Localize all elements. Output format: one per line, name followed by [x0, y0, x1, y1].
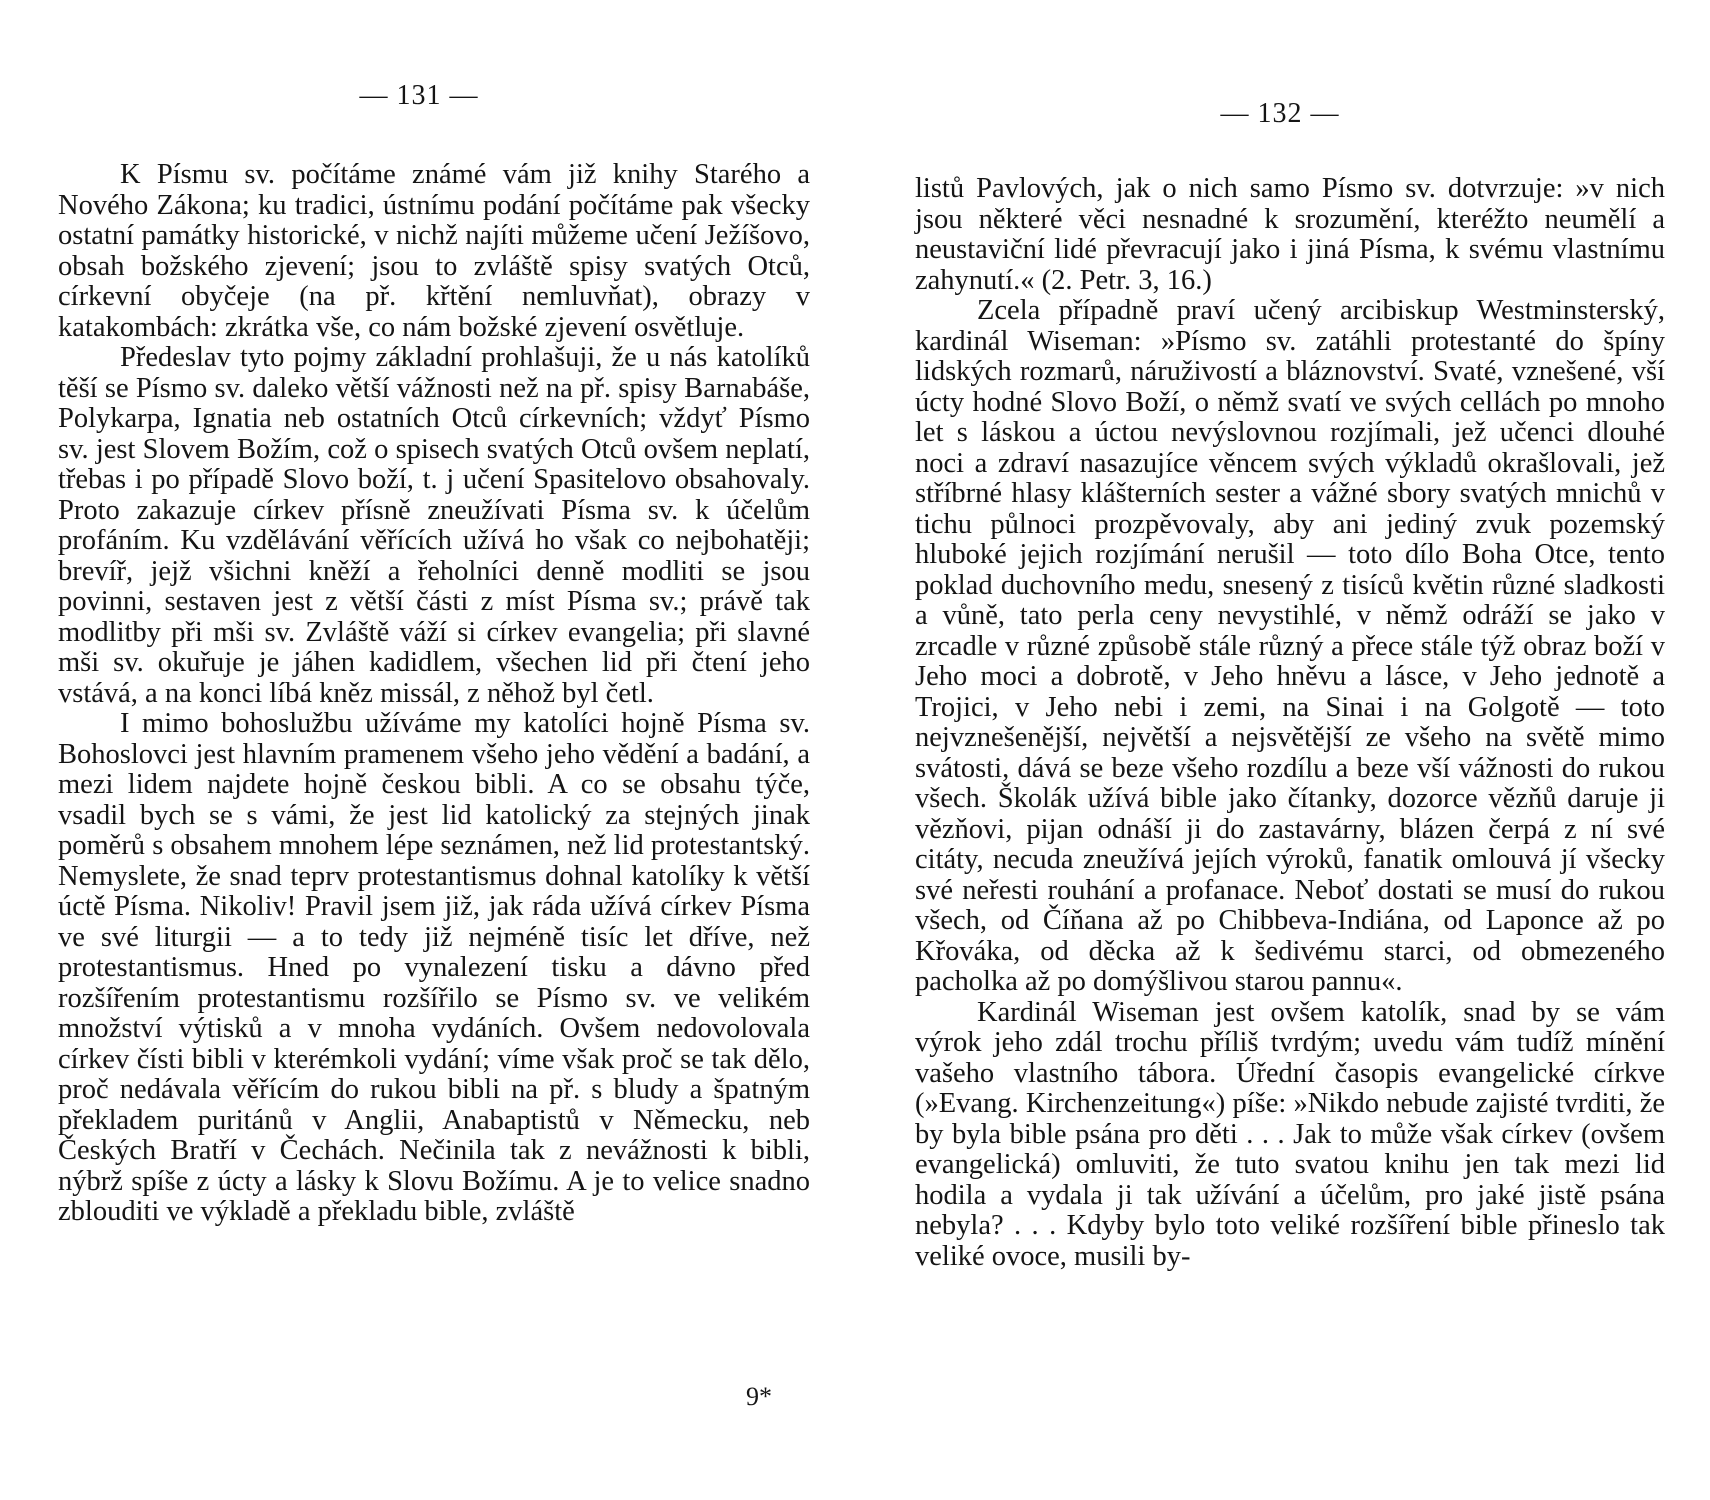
paragraph: I mimo bohoslužbu užíváme my katolíci hojně Písma sv. Bohoslovci jest hlavním pramenem všeho jeho vědění a badání, a mezi lidem najdete hojně českou bibli. A co se obsahu týče, vsadil bych se s vámi, že jest lid katolický za stejných jinak poměrů s obsahem mnohem lépe seznámen, než lid protestantský. Nemyslete, že snad teprv protestantismus dohnal katolíky k větší úctě Písma. Nikoliv! Pravil jsem již, jak ráda užívá církev Písma ve své liturgii — a to tedy již nejméně tisíc let dříve, než protestantismus. Hned po vynalezení tisku a dávno před rozšířením protestantismu rozšířilo se Písmo sv. ve velikém množství výtisků a v mnoha vydáních. Ovšem nedovolovala církev čísti bibli v kterémkoli vydání; víme však proč se tak dělo, proč nedávala věřícím do rukou bibli na př. s bludy a špatným překladem puritánů v Anglii, Anabaptistů v Německu, neb Českých Bratří v Čechách. Nečinila tak z nevážnosti k bibli, nýbrž spíše z úcty a lásky k Slovu Božímu. A je to velice snadno zblouditi ve výkladě a překladu bible, zvláště — [58, 708, 810, 1227]
paragraph: K Písmu sv. počítáme známé vám již knihy Starého a Nového Zákona; ku tradici, ústnímu podání počítáme pak všecky ostatní památky historické, v nichž najíti můžeme učení Ježíšovo, obsah božského zjevení; jsou to zvláště spisy svatých Otců, církevní obyčeje (na př. křtění nemluvňat), obrazy v katakombách: zkrátka vše, co nám božské zjevení osvětluje. — [58, 159, 810, 343]
page-number: — 132 — — [1220, 98, 1340, 129]
right-page — [915, 0, 1665, 1500]
signature-mark: 9* — [746, 1382, 772, 1411]
paragraph: Předeslav tyto pojmy základní prohlašuji, že u nás katolíků těší se Písmo sv. daleko větší vážnosti než na př. spisy Barnabáše, Polykarpa, Ignatia neb ostatních Otců církevních; vždyť Písmo sv. jest Slovem Božím, což o spisech svatých Otců ovšem neplatí, třebas i po případě Slovo boží, t. j učení Spasitelovo obsahovaly. Proto zakazuje církev přísně zneužívati Písma sv. k účelům profáním. Ku vzdělávání věřících užívá ho však co nejbohatěji; brevíř, jejž všichni kněží a řeholníci denně modliti se jsou povinni, sestaven jest z větší části z míst Písma sv.; právě tak modlitby při mši sv. Zvláště váží si církev evangelia; při slavné mši sv. okuřuje je jáhen kadidlem, všechen lid při čtení jeho vstává, a na konci líbá kněz missál, z něhož byl četl. — [58, 342, 810, 709]
body-text — [915, 174, 1665, 1272]
body-text — [58, 160, 810, 1228]
paragraph: Zcela případně praví učený arcibiskup Westminsterský, kardinál Wiseman: »Písmo sv. zatáhli protestanté do špíny lidských rozmarů, náruživostí a bláznovství. Svaté, vznešené, vší úcty hodné Slovo Boží, o němž svatí ve svých cellách po mnoho let s láskou a úctou nevýslovnou rozjímali, jež učenci dlouhé noci a zdraví nasazujíce věncem svých výkladů okrašlovali, jež stříbrné hlasy klášterních sester a vážné sbory svatých mnichů v tichu půlnoci prozpěvovaly, aby ani jediný zvuk pozemský hluboké jejich rozjímání nerušil — toto dílo Boha Otce, tento poklad duchovního medu, snesený z tisíců květin různé sladkosti a vůně, tato perla ceny nevystihlé, v němž odráží se jako v zrcadle v různé způsobě stále různý a přece stále týž obraz boží v Jeho moci a dobrotě, v Jeho hněvu a lásce, v Jeho jednotě a Trojici, v Jeho nebi i zemi, na Sinai i na Golgotě — toto nejvznešenější, největší a nejsvětější ze všeho na světě mimo svátosti, dává se beze všeho rozdílu a beze vší vážnosti do rukou všech. Školák užívá bible jako čítanky, dozorce vězňů daruje ji vězňovi, pijan odnáší ji do zastavárny, blázen čerpá z ní své citáty, necuda zneužívá jejích výroků, fanatik omlouvá jí všecky své neřesti rouhání a profanace. Neboť dostati se musí do rukou všech, od Číňana až po Chibbeva-Indiána, od Laponce až po Křováka, od děcka až k šedivému starci, od obmezeného pacholka až po domýšlivou starou pannu«. — [915, 295, 1665, 997]
paragraph: listů Pavlových, jak o nich samo Písmo sv. dotvrzuje: »v nich jsou některé věci nesnadné k srozumění, kteréžto neumělí a neustaviční lidé převracují jako i jiná Písma, k svému vlastnímu zahynutí.« (2. Petr. 3, 16.) — [915, 173, 1665, 296]
paragraph: Kardinál Wiseman jest ovšem katolík, snad by se vám výrok jeho zdál trochu příliš tvrdým; uvedu vám tudíž mínění vašeho vlastního tábora. Úřední časopis evangelické církve (»Evang. Kirchenzeitung«) píše: »Nikdo nebude zajisté tvrditi, že by byla bible psána pro děti . . . Jak to může však církev (ovšem evangelická) omluviti, že tuto svatou knihu jen tak mezi lid hodila a vydala ji tak užívání a účelům, pro jaké jistě psána nebyla? . . . Kdyby bylo toto veliké rozšíření bible přineslo tak veliké ovoce, musili by- — [915, 996, 1665, 1272]
page-number: — 131 — — [359, 80, 479, 111]
left-page — [58, 0, 810, 1500]
